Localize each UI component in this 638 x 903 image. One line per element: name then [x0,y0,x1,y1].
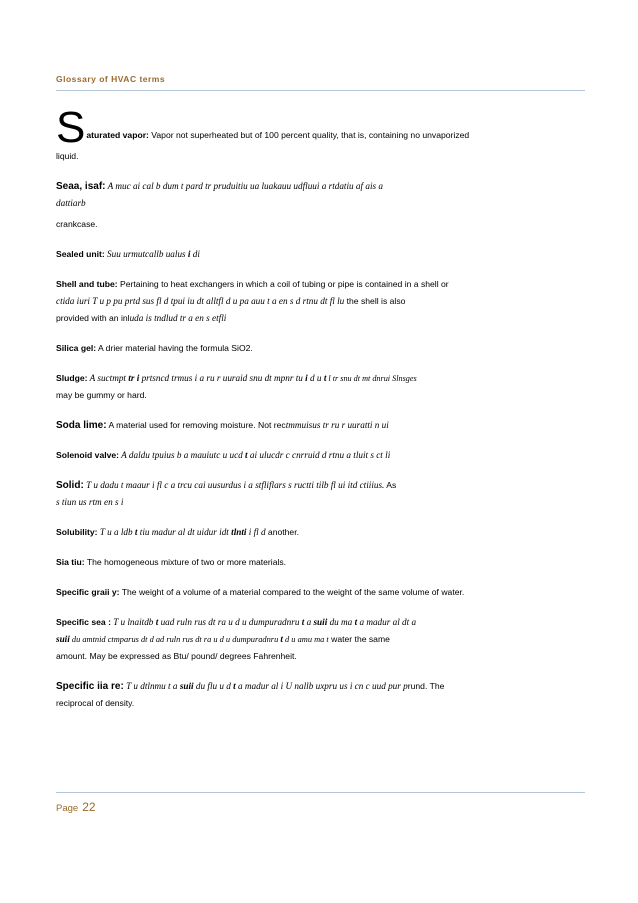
glossary-definition: T u a ldb [97,527,135,537]
glossary-definition-cont: may be gummy or hard. [56,390,147,400]
glossary-definition-cont: d u amu ma t [282,635,329,644]
glossary-definition-cont: dattiarb [56,198,86,208]
glossary-definition: Suu urmutcallb ualus [104,249,188,259]
glossary-definition: suii [313,617,328,627]
glossary-definition: di [190,249,200,259]
glossary-definition: i fl d [246,527,268,537]
glossary-definition: A daldu tpuius b a mauiutc u ucd [119,450,246,460]
glossary-definition: As [384,480,397,490]
glossary-definition: a madur al i U nallb uxpru us i cn c uud pur p [235,681,408,691]
glossary-entry-soda-lime [56,417,586,434]
page-footer [56,800,96,814]
glossary-entry-1 [56,178,586,233]
glossary-definition: A material used for removing moisture. Not rec [106,420,286,430]
glossary-definition: A suctmpt [87,373,129,383]
glossary-entry-silica-gel [56,340,586,357]
glossary-term: Specific iia re: [56,681,124,692]
glossary-definition: tlnti [231,527,247,537]
glossary-definition: Vapor not superheated but of 100 percent quality, that is, containing no unvaporized [148,130,470,140]
glossary-definition: a [304,617,314,627]
glossary-term: Solid: [56,480,84,491]
glossary-entry-specific-heat [56,614,586,665]
glossary-definition: A drier material having the formula SiO2. [96,343,253,353]
glossary-definition: du flu u d [193,681,234,691]
glossary-definition-cont: provided with an inl [56,313,130,323]
glossary-term: Specific sea : [56,617,111,627]
glossary-entry-solenoid-valve [56,447,586,464]
glossary-definition: A muc ai cal b dum t pard tr pruduitiu ua luakauu udfluui a rtdatiu af ais a [105,181,383,191]
footer-divider [56,792,585,793]
glossary-term: Silica gel: [56,343,97,353]
glossary-entry-sludge [56,370,586,404]
glossary-definition: a madur al dt a [357,617,417,627]
glossary-definition: tmmuisus tr ru r uuratti n ui [285,420,389,430]
glossary-entry-saturated-vapor [56,100,586,165]
glossary-definition-cont: the shell is also [344,296,406,306]
glossary-definition-cont: t [280,634,283,644]
glossary-definition: The weight of a volume of a material compared to the weight of the same volume of water. [119,587,465,597]
glossary-definition-cont: liquid. [56,151,79,161]
glossary-definition: suii [179,681,194,691]
glossary-definition: T u dtlnmu t a [123,681,180,691]
glossary-definition: Pertaining to heat exchangers in which a coil of tubing or pipe is contained in a shell or [117,279,449,289]
page-number: 22 [82,800,96,814]
glossary-definition-cont: du amtnid ctmparus dt d ad ruln rus dt ra u d u dumpuradnru [69,635,281,644]
glossary-definition: ai ulucdr c cnrruid d rtnu a tluit s ct li [247,450,391,460]
glossary-entry-solubility [56,524,586,541]
glossary-term: Soda lime: [56,420,107,431]
glossary-definition-cont: suii [56,634,70,644]
glossary-definition: t [134,527,138,537]
glossary-definition: uad ruln rus dt ra u d u dumpuradnru [158,617,302,627]
glossary-entry-solid [56,477,586,511]
glossary-definition: t [245,450,248,460]
glossary-term: Shell and tube: [56,279,118,289]
glossary-definition: rund. The [407,681,445,691]
glossary-definition: t [155,617,159,627]
glossary-definition: another. [267,527,299,537]
glossary-term: Specific graii y: [56,587,120,597]
glossary-definition-cont: amount. May be expressed as Btu/ pound/ degrees Fahrenheit. [56,651,297,661]
glossary-definition-cont: reciprocal of density. [56,698,135,708]
glossary-term: aturated vapor: [86,130,149,140]
glossary-definition: t [323,373,327,383]
glossary-term: Sealed unit: [56,249,105,259]
page-label: Page [56,803,79,814]
glossary-term: Seaa, isaf: [56,181,106,192]
glossary-definition: i [187,249,191,259]
glossary-definition: T u lnaitdb [110,617,156,627]
glossary-definition: tiu madur al dt uidur idt [137,527,232,537]
glossary-entry-specific-gravity [56,584,586,601]
glossary-content [56,100,586,725]
glossary-definition: i [305,373,308,383]
glossary-entry-solution [56,554,586,571]
glossary-definition: l tr snu dt mt dnrui Slnsges [326,374,417,383]
glossary-entry-specific-volume [56,678,586,712]
glossary-definition: t [301,617,305,627]
glossary-term: Sludge: [56,373,88,383]
glossary-definition: du ma [327,617,355,627]
glossary-definition: T u dadu t maaur i fl c a trcu cai uusurdus i a stfliflars s ructti tilb fl ui itd ctiiius. [83,480,385,490]
glossary-definition: The homogeneous mixture of two or more materials. [84,557,287,567]
glossary-definition-cont: crankcase. [56,219,98,229]
glossary-entry-shell-and-tube [56,276,586,327]
page-header-title: Glossary of HVAC terms [56,74,166,84]
glossary-definition: d u [307,373,324,383]
glossary-definition-cont: ctida iuri T u p pu prtd sus fl d tpui iu dt alltfl d u pa auu t a en s d rtnu dt fl lu [56,296,345,306]
glossary-definition-cont: uda is tndlud tr a en s etfli [129,313,227,323]
glossary-definition: t [354,617,358,627]
glossary-term: Solubility: [56,527,98,537]
header-divider [56,90,585,91]
drop-cap-letter: S [56,103,86,152]
glossary-term: Solenoid valve: [56,450,120,460]
glossary-definition: tr i [128,373,140,383]
glossary-definition-cont: s tiun us rtm en s i [56,497,124,507]
glossary-entry-sealed-unit [56,246,586,263]
glossary-definition-cont: water the same [328,634,390,644]
glossary-definition: t [233,681,236,691]
glossary-term: Sia tiu: [56,557,85,567]
glossary-definition: prtsncd trmus i a ru r uuraid snu dt mpnr tu [139,373,306,383]
